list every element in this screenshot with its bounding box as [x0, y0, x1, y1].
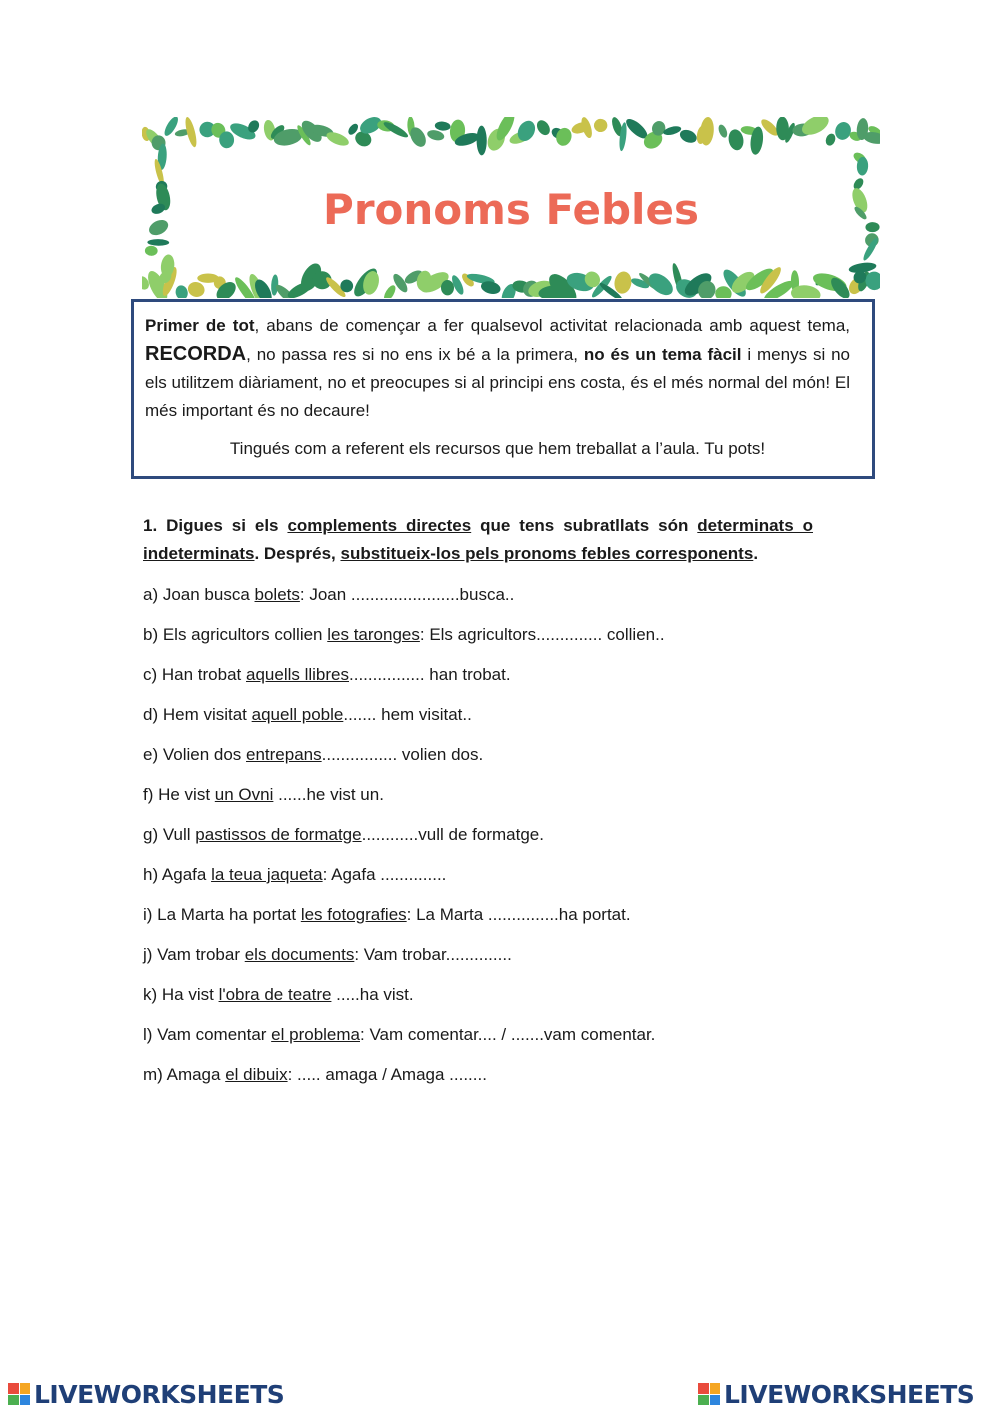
item-text: f) He vist — [143, 785, 215, 804]
liveworksheets-logo-right — [698, 1381, 974, 1407]
item-underlined-complement: l'obra de teatre — [218, 985, 332, 1004]
item-text: i) La Marta ha portat — [143, 905, 301, 924]
logo-text: LIVEWORKSHEETS — [34, 1379, 285, 1409]
item-underlined-complement: bolets — [254, 585, 300, 604]
liveworksheets-icon — [8, 1383, 30, 1405]
item-underlined-complement: les fotografies — [300, 905, 407, 924]
reminder-box — [131, 299, 875, 479]
reminder-paragraph — [145, 312, 850, 425]
item-text: g) Vull — [143, 825, 196, 844]
item-underlined-complement: pastissos de formatge — [195, 825, 362, 844]
instruction-underlined: complements directes — [287, 516, 472, 535]
item-underlined-complement: el dibuix — [225, 1065, 288, 1084]
exercise-1 — [143, 512, 813, 1102]
item-answer-line: ............vull de formatge. — [361, 825, 544, 844]
reminder-recorda: RECORDA — [145, 343, 247, 365]
logo-text: LIVEWORKSHEETS — [724, 1379, 975, 1409]
item-text: e) Volien dos — [143, 745, 247, 764]
item-answer-line: : Vam trobar.............. — [354, 945, 512, 964]
item-answer-line: : Els agricultors.............. collien.. — [419, 625, 665, 644]
item-underlined-complement: els documents — [244, 945, 355, 964]
item-text: d) Hem visitat — [143, 705, 252, 724]
reminder-text: , no passa res si no ens ix bé a la primera, — [246, 345, 584, 364]
item-answer-line: .....ha vist. — [331, 985, 414, 1004]
exercise-item — [143, 782, 813, 822]
instruction-underlined: substitueix-los pels pronoms febles corresponents — [340, 544, 754, 563]
exercise-item — [143, 702, 813, 742]
exercise-item — [143, 982, 813, 1022]
instruction-text: 1. Digues si els — [143, 516, 288, 535]
item-text: b) Els agricultors collien — [143, 625, 328, 644]
exercise-item — [143, 1062, 813, 1102]
exercise-items — [143, 582, 813, 1102]
item-underlined-complement: entrepans — [246, 745, 322, 764]
item-answer-line: : La Marta ...............ha portat. — [406, 905, 631, 924]
item-text: l) Vam comentar — [143, 1025, 272, 1044]
item-text: a) Joan busca — [143, 585, 255, 604]
exercise-item — [143, 742, 813, 782]
reminder-text: i menys si no els utilitzem diàriament, no et preocupes si al principi ens costa, és el més normal del món! El més important és no decaure! — [145, 345, 850, 420]
exercise-item — [143, 942, 813, 982]
item-underlined-complement: aquells llibres — [246, 665, 349, 684]
exercise-item — [143, 1022, 813, 1062]
instruction-text: que tens subratllats són — [471, 516, 698, 535]
exercise-item — [143, 622, 813, 662]
exercise-instruction — [143, 512, 813, 568]
item-answer-line: ......he vist un. — [273, 785, 384, 804]
item-underlined-complement: les taronges — [327, 625, 420, 644]
item-answer-line: ....... hem visitat.. — [343, 705, 472, 724]
item-underlined-complement: un Ovni — [214, 785, 274, 804]
liveworksheets-icon — [698, 1383, 720, 1405]
instruction-text: . Després, — [254, 544, 341, 563]
instruction-underlined: determinats o indeterminats — [143, 516, 813, 563]
liveworksheets-logo-left — [8, 1381, 284, 1407]
item-answer-line: : Joan .......................busca.. — [299, 585, 515, 604]
reminder-text: , abans de començar a fer qualsevol activitat relacionada amb aquest tema, — [254, 316, 851, 335]
item-answer-line: : ..... amaga / Amaga ........ — [287, 1065, 487, 1084]
item-answer-line: : Vam comentar.... / .......vam comentar. — [360, 1025, 656, 1044]
item-underlined-complement: aquell poble — [251, 705, 344, 724]
item-text: k) Ha vist — [143, 985, 219, 1004]
reminder-bold-phrase: no és un tema fàcil — [583, 345, 742, 364]
reminder-bold-lead: Primer de tot — [145, 316, 255, 335]
page-title: Pronoms Febles — [323, 185, 699, 234]
instruction-text: . — [753, 544, 759, 563]
exercise-item — [143, 862, 813, 902]
item-text: c) Han trobat — [143, 665, 246, 684]
title-banner — [142, 117, 880, 298]
encouragement-line: Tingués com a referent els recursos que hem treballat a l’aula. Tu pots! — [229, 439, 766, 458]
item-text: j) Vam trobar — [143, 945, 245, 964]
item-answer-line: ................ volien dos. — [321, 745, 484, 764]
exercise-item — [143, 902, 813, 942]
item-underlined-complement: la teua jaqueta — [211, 865, 323, 884]
item-underlined-complement: el problema — [271, 1025, 360, 1044]
item-text: h) Agafa — [143, 865, 212, 884]
item-text: m) Amaga — [143, 1065, 226, 1084]
item-answer-line: : Agafa .............. — [322, 865, 447, 884]
exercise-item — [143, 822, 813, 862]
item-answer-line: ................ han trobat. — [349, 665, 511, 684]
exercise-item — [143, 582, 813, 622]
exercise-item — [143, 662, 813, 702]
